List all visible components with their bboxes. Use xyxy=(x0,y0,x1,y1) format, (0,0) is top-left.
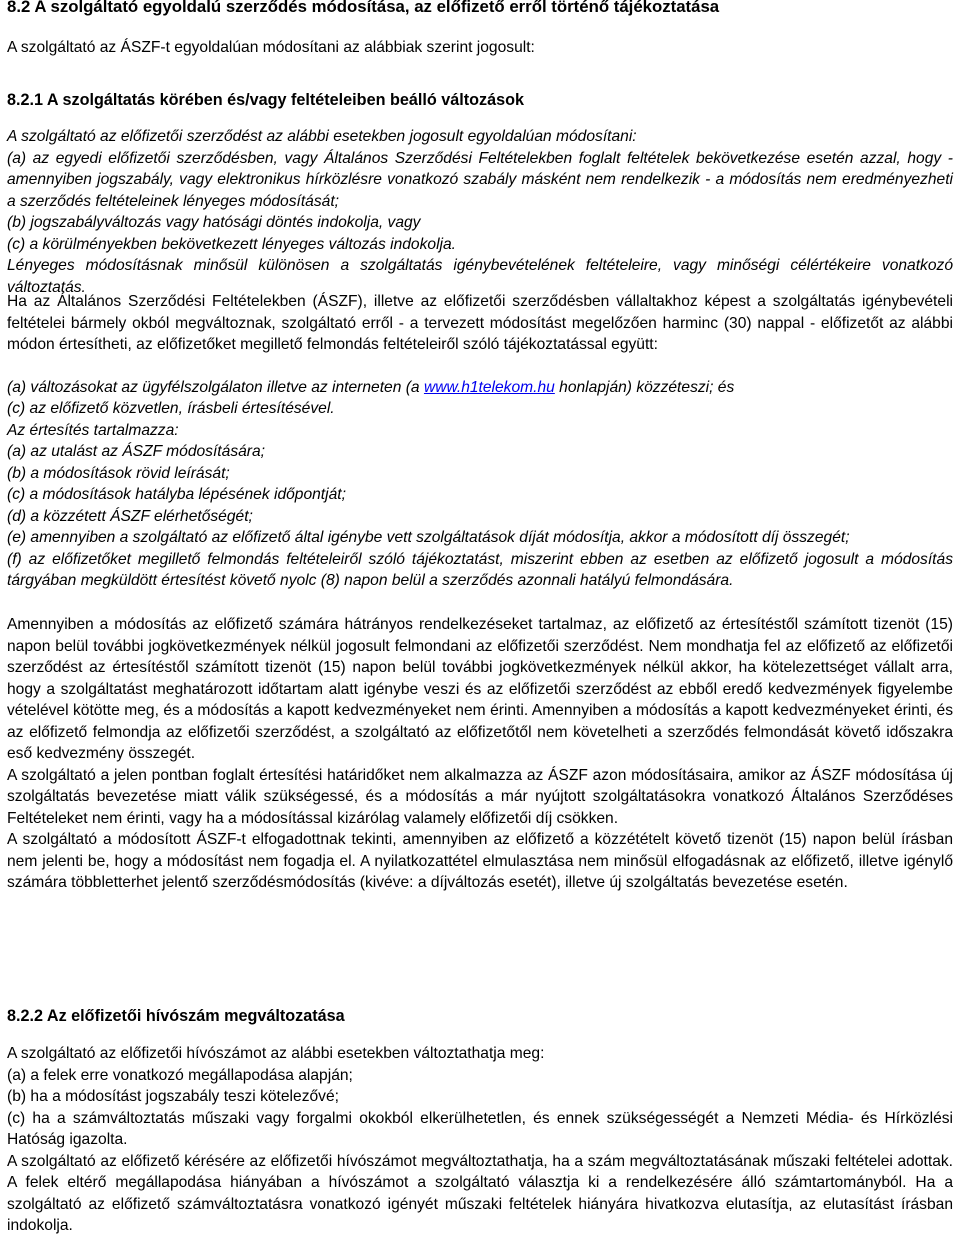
italic-block xyxy=(7,126,953,298)
italic-paragraph: (c) a módosítások hatályba lépésének időpontját; xyxy=(7,486,346,503)
intro-paragraph: A szolgáltató az ÁSZF-t egyoldalúan módosítani az alábbiak szerint jogosult: xyxy=(7,39,535,56)
body-paragraph: Amennyiben a módosítás az előfizető számára hátrányos rendelkezéseket tartalmaz, az előfizető az értesítéstől számított tizenöt (15) napon belül további jogkövetkezmények nélkül jogosult felmondani az előfizetői szerződést. Nem mondhatja fel az előfizető az előfizetői szerződést az értesítéstől számított tizenöt (15) napon belül további jogkövetkezmények nélkül akkor, ha kötelezettséget vállalt arra, hogy a szolgáltatást meghatározott időtartam alatt igénybe veszi és az előfizetői szerződést az ebből eredő kedvezmények figyelembe vételével kötötte meg, és a módosítás a kapott kedvezményeket nem érinti. Amennyiben a módosítás a kapott kedvezményeket érinti, és az előfizető felmondja az előfizetői szerződést, a szolgáltató az előfizetőtől nem követelheti a szerződés felmondását követő időszakra eső kedvezmény összegét. xyxy=(7,616,953,762)
section-822-paragraph: (b) ha a módosítást jogszabály teszi kötelezővé; xyxy=(7,1088,339,1105)
section-822-paragraph: A szolgáltató az előfizető kérésére az előfizetői hívószámot megváltoztathatja, ha a szám megváltoztatásának műszaki feltételei adottak. A felek eltérő megállapodása hiányában a hívószámot a szolgáltató választja ki a rendelkezésére álló számtartományból. Ha a szolgáltató az előfizető számváltoztatásra vonatkozó igényét műszaki feltételek hiányára hivatkozva elutasítja, az elutasítást írásban indokolja. xyxy=(7,1152,953,1234)
section-822-block xyxy=(7,1043,953,1237)
item-a-block xyxy=(7,377,953,399)
website-link[interactable]: www.h1telekom.hu xyxy=(423,379,555,396)
section-heading-8-2: 8.2 A szolgáltató egyoldalú szerződés módosítása, az előfizető erről történő tájékoztatása xyxy=(7,0,720,16)
italic-paragraph: Az értesítés tartalmazza: xyxy=(7,421,179,439)
italic-paragraph: (e) amennyiben a szolgáltató az előfizető által igénybe vett szolgáltatások díját módosítja, akkor a módosított díj összegét; xyxy=(7,529,850,546)
italic-paragraph: (b) a módosítások rövid leírását; xyxy=(7,464,230,482)
italic-paragraph: A szolgáltató az előfizetői szerződést az alábbi esetekben jogosult egyoldalúan módosítani: xyxy=(7,128,637,145)
italic-block-2 xyxy=(7,398,953,592)
section-822-paragraph: (a) a felek erre vonatkozó megállapodása alapján; xyxy=(7,1066,353,1084)
body-block xyxy=(7,614,953,894)
italic-paragraph: (c) az előfizető közvetlen, írásbeli értesítésével. xyxy=(7,400,335,417)
italic-paragraph: (b) jogszabályváltozás vagy hatósági döntés indokolja, vagy xyxy=(7,214,421,231)
section-heading-8-2-1: 8.2.1 A szolgáltatás körében és/vagy feltételeiben beálló változások xyxy=(7,91,525,109)
section-822-paragraph: (c) ha a számváltoztatás műszaki vagy forgalmi okokból elkerülhetetlen, és ennek szükségességét a Nemzeti Média- és Hírközlési Hatóság igazolta. xyxy=(7,1109,953,1148)
body-paragraph: A szolgáltató a módosított ÁSZF-t elfogadottnak tekinti, amennyiben az előfizető a közzétételt követő tizenöt (15) napon belül írásban nem jelenti be, hogy a módosítást nem fogadja el. A nyilatkozattétel elmulasztása nem minősül elfogadásnak az előfizető, illetve igénylő számára többletterhet jelentő szerződésmódosítás (kivéve: a díjváltozás esetét), illetve új szolgáltatás bevezetése esetén. xyxy=(7,831,953,891)
item-a-text-before: (a) változásokat az ügyfélszolgálaton illetve az interneten (a xyxy=(7,379,424,396)
section-822-paragraph: A szolgáltató az előfizetői hívószámot az alábbi esetekben változtathatja meg: xyxy=(7,1045,545,1062)
italic-paragraph: (a) az utalást az ÁSZF módosítására; xyxy=(7,443,265,460)
item-a-paragraph xyxy=(7,377,953,399)
italic-paragraph: (a) az egyedi előfizetői szerződésben, vagy Általános Szerződési Feltételekben foglalt feltételek bekövetkezése esetén azzal, hogy - amennyiben jogszabály, vagy elektronikus hírközlésre vonatkozó szabály másként nem rendelkezik - a módosítás nem eredményezheti a szerződés feltételeinek lényeges módosítását; xyxy=(7,149,953,210)
section-heading-8-2-2: 8.2.2 Az előfizetői hívószám megváltozatása xyxy=(7,1007,345,1025)
aszf-block xyxy=(7,291,953,356)
intro-82-block xyxy=(7,37,953,59)
italic-paragraph: Lényeges módosításnak minősül különösen a szolgáltatás igénybevételének feltételeire, vagy minőségi célértékeire vonatkozó változtatás. xyxy=(7,257,953,296)
body-paragraph: A szolgáltató a jelen pontban foglalt értesítési határidőket nem alkalmazza az ÁSZF azon módosításaira, amikor az ÁSZF módosítása új szolgáltatás bevezetése miatt válik szükségessé, és a módosítás a már nyújtott szolgáltatásokra vonatkozó Általános Szerződéses Feltételeket nem érinti, vagy ha a módosítással kizárólag valamely előfizetői díj csökken. xyxy=(7,766,953,827)
item-a-text-after: honlapján) közzéteszi; és xyxy=(554,379,735,396)
italic-paragraph: (d) a közzétett ÁSZF elérhetőségét; xyxy=(7,507,253,525)
italic-paragraph: (c) a körülményekben bekövetkezett lényeges változás indokolja. xyxy=(7,235,456,253)
italic-paragraph: (f) az előfizetőket megillető felmondás feltételeiről szóló tájékoztatást, miszerint ebben az esetben az előfizető jogosult a módosítás tárgyában megküldött értesítést követő nyolc (8) napon belül a szerződés azonnali hatályú felmondására. xyxy=(7,550,953,589)
aszf-paragraph: Ha az Általános Szerződési Feltételekben (ÁSZF), illetve az előfizetői szerződésben vállaltakhoz képest a szolgáltatás igénybevételi feltételei bármely okból megváltoznak, szolgáltató erről - a tervezett módosítást megelőzően harminc (30) nappal - előfizetőt az alábbi módon értesítheti, az előfizetőket megillető felmondás feltételeiről szóló tájékoztatással együtt: xyxy=(7,293,953,353)
